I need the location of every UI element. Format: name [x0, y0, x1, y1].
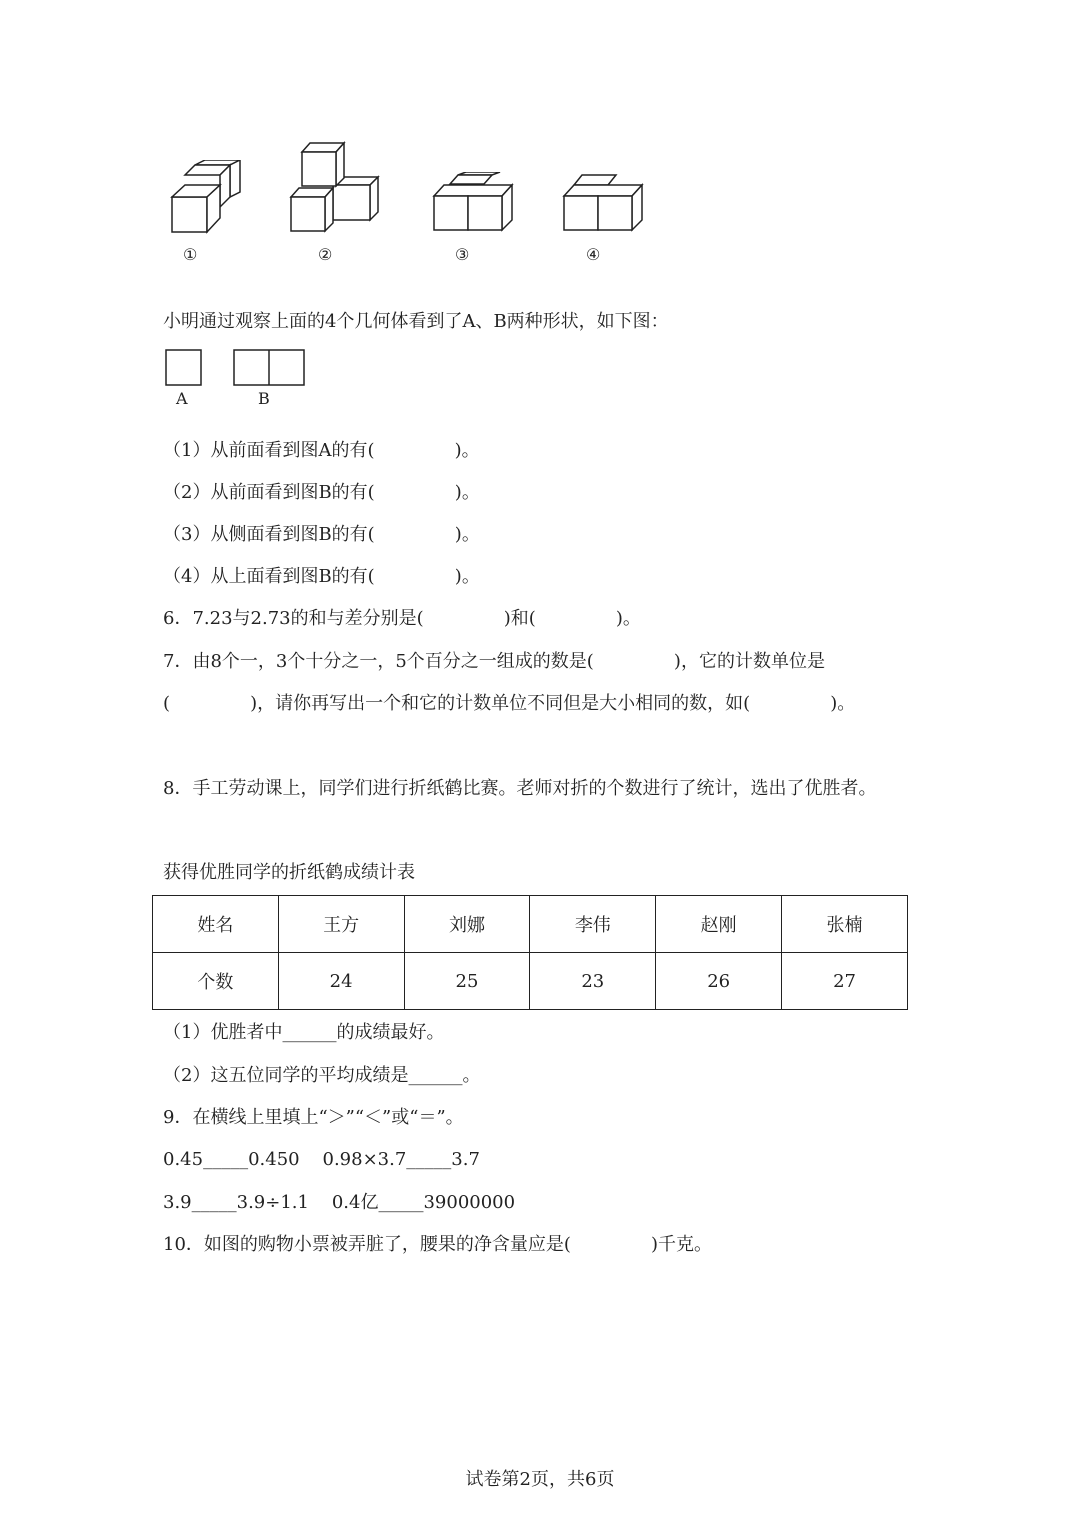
table-cell: 王方	[278, 896, 404, 953]
question-8: 8．手工劳动课上，同学们进行折纸鹤比赛。老师对折的个数进行了统计，选出了优胜者。	[163, 778, 877, 799]
solid-figure-1	[165, 160, 245, 235]
table-cell: 23	[530, 953, 656, 1010]
shape-b-label: B	[258, 389, 270, 408]
question-7-line-1: 7．由8个一，3个十分之一，5个百分之一组成的数是( )，它的计数单位是	[163, 651, 825, 672]
table-cell: 27	[782, 953, 908, 1010]
table-header-row	[153, 896, 908, 953]
table-cell: 刘娜	[404, 896, 530, 953]
question-7-line-2: ( )，请你再写出一个和它的计数单位不同但是大小相同的数，如( )。	[163, 693, 856, 714]
shape-b	[233, 349, 306, 387]
q5-sub-4: （4）从上面看到图B的有( )。	[163, 566, 480, 587]
solid-2-drawing	[288, 140, 383, 235]
table-cell: 姓名	[153, 896, 279, 953]
solid-figure-2	[288, 140, 383, 235]
q9-line-1: 0.45_____0.450 0.98×3.7_____3.7	[163, 1149, 480, 1170]
solid-3-drawing	[430, 172, 515, 234]
solid-4-drawing	[560, 172, 648, 234]
question-10: 10．如图的购物小票被弄脏了，腰果的净含量应是( )千克。	[163, 1234, 713, 1255]
table-caption: 获得优胜同学的折纸鹤成绩计表	[163, 862, 415, 883]
q5-sub-1: （1）从前面看到图A的有( )。	[163, 440, 480, 461]
table-cell: 赵刚	[656, 896, 782, 953]
solid-figure-3	[430, 172, 515, 234]
table-cell: 25	[404, 953, 530, 1010]
table-cell: 张楠	[782, 896, 908, 953]
question-9: 9．在横线上里填上“＞”“＜”或“＝”。	[163, 1107, 464, 1128]
solid-label-1: ①	[183, 245, 198, 264]
q9-line-2: 3.9_____3.9÷1.1 0.4亿_____39000000	[163, 1192, 516, 1213]
solid-label-2: ②	[318, 245, 333, 264]
table-cell: 26	[656, 953, 782, 1010]
q8-sub-1: （1）优胜者中______的成绩最好。	[163, 1022, 445, 1043]
solid-1-drawing	[165, 160, 245, 235]
table-row	[153, 953, 908, 1010]
shapes-intro: 小明通过观察上面的4个几何体看到了A、B两种形状，如下图：	[163, 311, 669, 332]
table-cell: 24	[278, 953, 404, 1010]
shape-b-drawing	[233, 349, 306, 387]
q5-sub-2: （2）从前面看到图B的有( )。	[163, 482, 480, 503]
page-footer: 试卷第2页，共6页	[465, 1469, 615, 1490]
q8-sub-2: （2）这五位同学的平均成绩是______。	[163, 1065, 481, 1086]
q5-sub-3: （3）从侧面看到图B的有( )。	[163, 524, 480, 545]
score-table	[152, 895, 908, 1010]
shape-a-drawing	[165, 349, 203, 387]
table-cell: 李伟	[530, 896, 656, 953]
question-6: 6．7.23与2.73的和与差分别是( )和( )。	[163, 608, 641, 629]
solid-label-4: ④	[586, 245, 601, 264]
table-cell: 个数	[153, 953, 279, 1010]
solid-figure-4	[560, 172, 648, 234]
shape-a-label: A	[176, 389, 188, 408]
shape-a	[165, 349, 203, 387]
solid-label-3: ③	[455, 245, 470, 264]
